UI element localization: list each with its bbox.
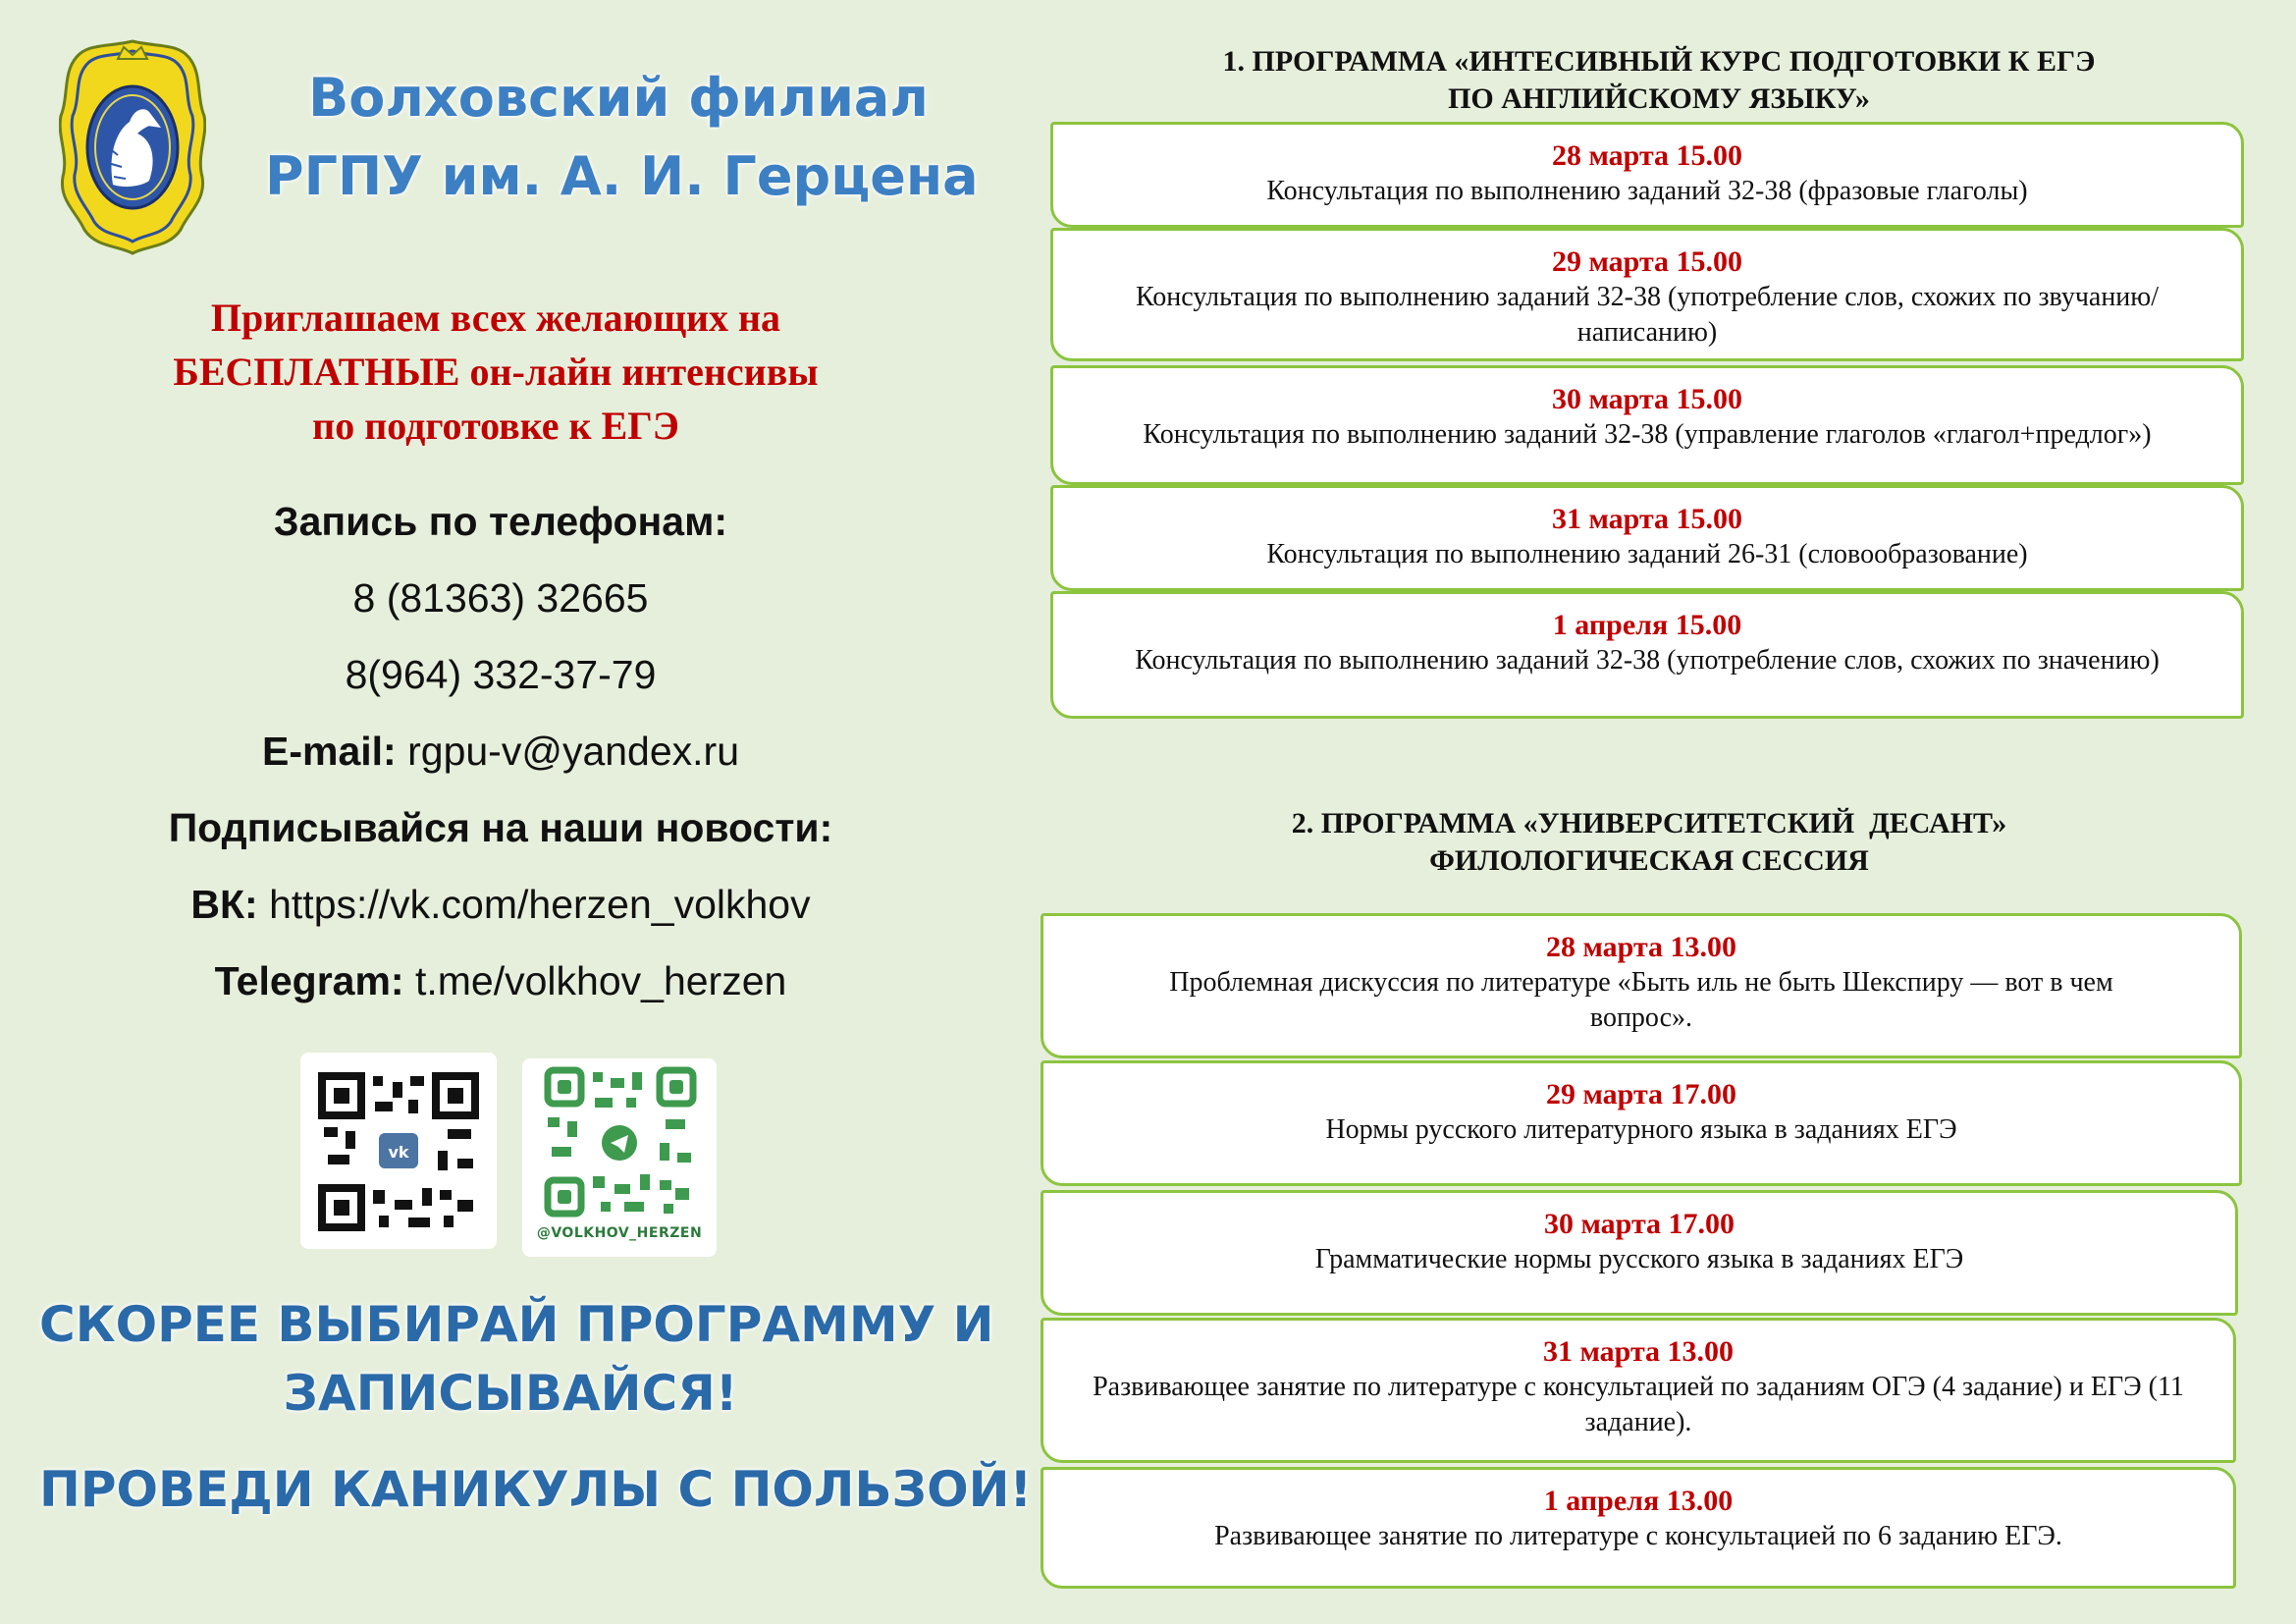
session-description: Консультация по выполнению заданий 32-38 (управление глаголов «глагол+предлог») — [1143, 419, 2152, 450]
session-date: 29 марта 15.00 — [1551, 245, 1743, 278]
program1-session-card[interactable] — [1050, 122, 2244, 228]
session-description: Развивающее занятие по литературе с консультацией по заданиям ОГЭ (4 задание) и ЕГЭ (11 задание). — [1093, 1372, 2184, 1437]
session-date: 28 марта 15.00 — [1551, 139, 1743, 172]
program1-session-card[interactable] — [1050, 228, 2244, 361]
phone-number-2[interactable]: 8(964) 332-37-79 — [345, 652, 657, 697]
branch-title-line1: Волховский филиал — [308, 67, 929, 129]
session-date: 1 апреля 13.00 — [1543, 1485, 1734, 1517]
invitation-line2: БЕСПЛАТНЫЕ он-лайн интенсивы — [173, 350, 819, 394]
slogan-line3: ПРОВЕДИ КАНИКУЛЫ С ПОЛЬЗОЙ! — [39, 1461, 1033, 1518]
program1-session-card[interactable] — [1050, 591, 2244, 719]
program2-heading — [1041, 805, 2258, 880]
session-description: Нормы русского литературного языка в заданиях ЕГЭ — [1325, 1114, 1957, 1145]
telegram-qr-code[interactable] — [522, 1058, 717, 1257]
telegram-label: Telegram: — [214, 958, 404, 1003]
program2-session-card[interactable] — [1041, 1467, 2236, 1589]
session-date: 30 марта 15.00 — [1551, 383, 1743, 415]
session-date: 30 марта 17.00 — [1543, 1208, 1735, 1240]
session-description: Проблемная дискуссия по литературе «Быть иль не быть Шекспиру — вот в чем вопрос». — [1169, 967, 2113, 1033]
email-link[interactable]: rgpu-v@yandex.ru — [407, 729, 739, 774]
session-date: 28 марта 13.00 — [1545, 931, 1737, 963]
program1-session-card[interactable] — [1050, 485, 2244, 591]
session-description: Консультация по выполнению заданий 32-38 (фразовые глаголы) — [1266, 176, 2028, 206]
svg-text:vk: vk — [388, 1143, 409, 1162]
session-date: 1 апреля 15.00 — [1552, 609, 1742, 641]
program1-heading-line1: 1. ПРОГРАММА «ИНТЕСИВНЫЙ КУРС ПОДГОТОВКИ К ЕГЭ — [1222, 45, 2096, 78]
session-date: 31 марта 13.00 — [1542, 1335, 1735, 1368]
slogan-line1: СКОРЕЕ ВЫБИРАЙ ПРОГРАММУ И — [39, 1296, 994, 1353]
session-description: Грамматические нормы русского языка в заданиях ЕГЭ — [1314, 1244, 1964, 1274]
program2-session-card[interactable] — [1041, 1060, 2242, 1186]
vk-link[interactable]: https://vk.com/herzen_volkhov — [269, 882, 811, 927]
university-crest-logo — [59, 37, 206, 255]
email-row — [39, 729, 962, 775]
program1-heading — [1050, 43, 2268, 118]
session-date: 29 марта 17.00 — [1545, 1078, 1737, 1110]
invitation-text — [59, 291, 933, 453]
program2-session-card[interactable] — [1041, 1318, 2236, 1463]
session-description: Консультация по выполнению заданий 26-31 (словообразование) — [1266, 539, 2028, 569]
program2-session-card[interactable] — [1041, 1190, 2238, 1316]
telegram-qr-caption: @VOLKHOV_HERZEN — [536, 1225, 703, 1241]
invitation-line3: по подготовке к ЕГЭ — [312, 404, 679, 448]
program2-session-card[interactable] — [1041, 913, 2242, 1058]
session-description: Развивающее занятие по литературе с консультацией по 6 заданию ЕГЭ. — [1214, 1521, 2062, 1551]
session-description: Консультация по выполнению заданий 32-38 (употребление слов, схожих по звучанию/написанию) — [1136, 282, 2159, 348]
phone-number-1[interactable]: 8 (81363) 32665 — [352, 575, 649, 621]
program2-heading-line1: 2. ПРОГРАММА «УНИВЕРСИТЕТСКИЙ ДЕСАНТ» — [1291, 807, 2007, 839]
branch-title-line2: РГПУ им. А. И. Герцена — [265, 145, 979, 207]
program1-heading-line2: ПО АНГЛИЙСКОМУ ЯЗЫКУ» — [1448, 82, 1870, 115]
vk-label: ВК: — [190, 882, 258, 927]
telegram-row — [39, 958, 962, 1004]
session-date: 31 марта 15.00 — [1551, 503, 1743, 535]
program1-session-card[interactable] — [1050, 365, 2244, 485]
vk-row — [39, 882, 962, 928]
slogan-line2: ЗАПИСЫВАЙСЯ! — [283, 1365, 738, 1422]
telegram-link[interactable]: t.me/volkhov_herzen — [415, 958, 787, 1003]
phone-heading: Запись по телефонам: — [273, 499, 728, 544]
vk-qr-code[interactable] — [300, 1053, 497, 1249]
subscribe-heading: Подписывайся на наши новости: — [168, 805, 833, 850]
invitation-line1: Приглашаем всех желающих на — [210, 296, 781, 340]
email-label: E-mail: — [262, 729, 397, 774]
session-description: Консультация по выполнению заданий 32-38 (употребление слов, схожих по значению) — [1135, 645, 2160, 676]
program2-heading-line2: ФИЛОЛОГИЧЕСКАЯ СЕССИЯ — [1429, 844, 1869, 877]
